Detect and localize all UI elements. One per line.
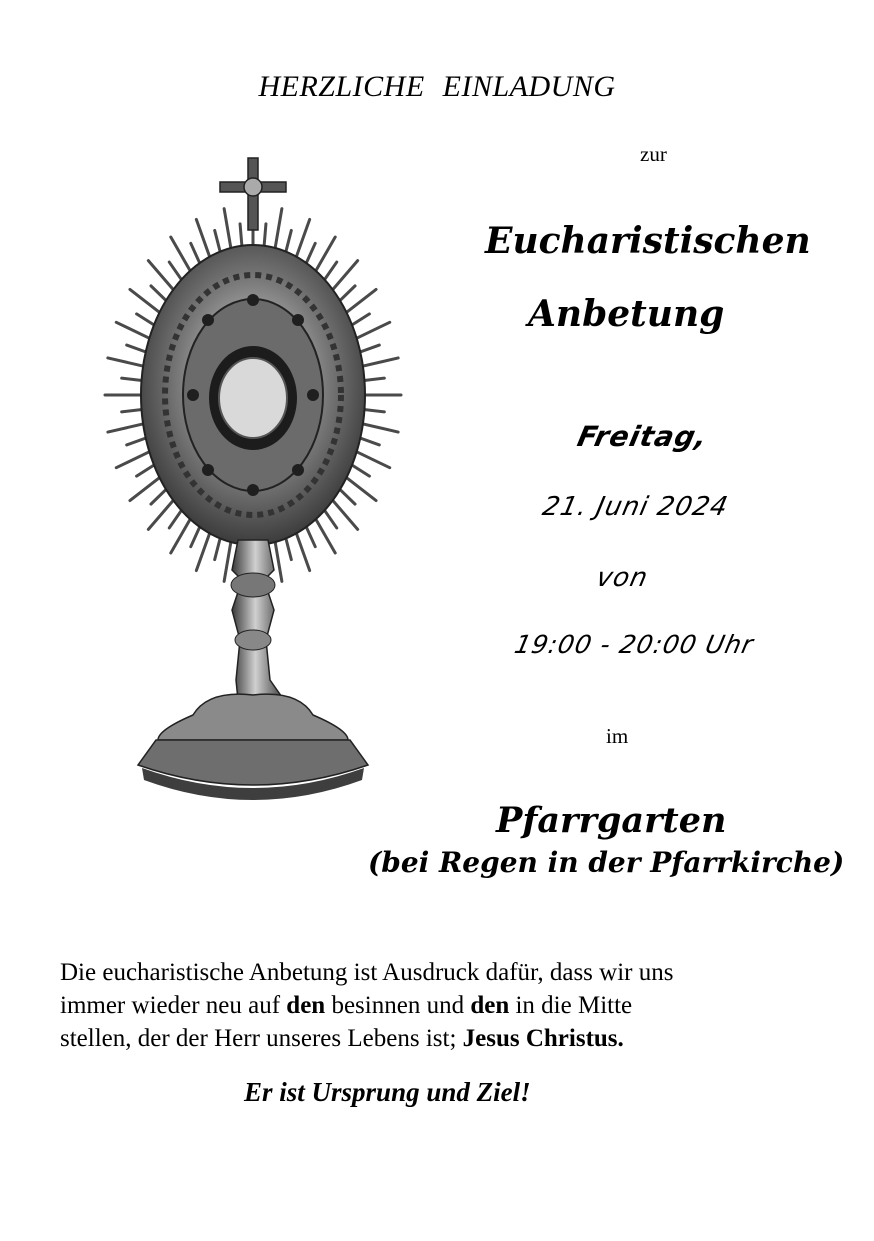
paragraph-text: besinnen und <box>325 992 471 1019</box>
closing-statement: Er ist Ursprung und Ziel! <box>244 1077 531 1107</box>
event-location: Pfarrgarten <box>496 800 727 841</box>
event-day: Freitag, <box>574 420 711 453</box>
event-title-line1: Eucharistischen <box>485 220 811 262</box>
monstrance-image <box>98 140 408 810</box>
im-text: im <box>606 724 629 748</box>
invitation-header: HERZLICHE EINLADUNG <box>258 70 616 103</box>
paragraph-text: stellen, der der Herr unseres Lebens ist; <box>60 1025 463 1052</box>
zur-text: zur <box>640 142 667 166</box>
event-title-line2: Anbetung <box>528 293 725 335</box>
emphasis-jesus-christus: Jesus Christus. <box>462 1025 624 1052</box>
cross-icon <box>220 158 286 230</box>
event-date: 21. Juni 2024 <box>539 492 732 522</box>
paragraph-line-1: Die eucharistische Anbetung ist Ausdruck dafür, dass wir uns <box>60 959 674 986</box>
rain-location-note: (bei Regen in der Pfarrkirche) <box>368 846 845 879</box>
paragraph-text: in die Mitte <box>509 992 633 1019</box>
emphasis-den: den <box>470 992 510 1019</box>
von-text: von <box>593 563 651 593</box>
paragraph-text: immer wieder neu auf <box>60 992 287 1019</box>
emphasis-den: den <box>286 992 326 1019</box>
host-window <box>219 358 287 438</box>
paragraph-line-3 <box>60 1022 820 1055</box>
event-time: 19:00 - 20:00 Uhr <box>511 630 757 659</box>
description-paragraph <box>60 956 820 1055</box>
paragraph-line-2 <box>60 989 820 1022</box>
